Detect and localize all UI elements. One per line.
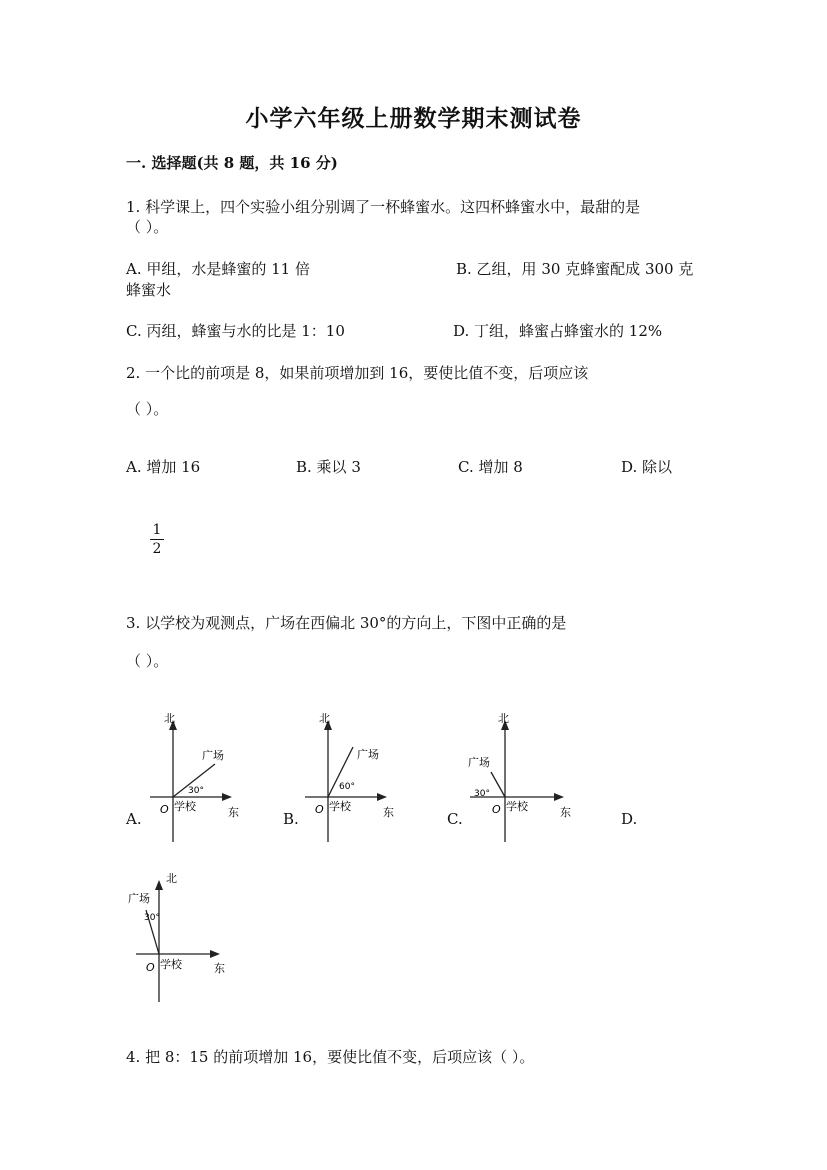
q2-fraction	[150, 522, 164, 557]
square-label: 广场	[468, 756, 490, 769]
q2-blank: （ ）。	[126, 400, 169, 418]
q3-blank: （ ）。	[126, 652, 169, 670]
fraction-numerator: 1	[152, 522, 162, 538]
north-label: 北	[498, 712, 509, 725]
q3-diagram-c	[460, 700, 578, 848]
q2-option-b: B. 乘以 3	[296, 458, 361, 476]
arrowhead-icon	[155, 880, 163, 890]
section-heading: 一. 选择题(共 8 题，共 16 分)	[126, 154, 338, 172]
school-label: 学校	[329, 800, 351, 813]
north-label: 北	[319, 712, 330, 725]
q1-option-b: B. 乙组，用 30 克蜂蜜配成 300 克	[456, 260, 694, 278]
arrowhead-icon	[377, 793, 387, 801]
east-label: 东	[560, 806, 571, 819]
q2-option-a: A. 增加 16	[126, 458, 201, 476]
q1-option-a: A. 甲组，水是蜂蜜的 11 倍	[126, 260, 310, 278]
school-label: 学校	[506, 800, 528, 813]
school-label: 学校	[174, 800, 196, 813]
arrowhead-icon	[222, 793, 232, 801]
q2-option-c: C. 增加 8	[458, 458, 523, 476]
origin-label: O	[160, 803, 169, 816]
q1-option-c: C. 丙组，蜂蜜与水的比是 1：10	[126, 322, 345, 340]
q2-stem: 2. 一个比的前项是 8，如果前项增加到 16，要使比值不变，后项应该	[126, 364, 589, 382]
origin-label: O	[146, 961, 155, 974]
q3-option-b: B.	[283, 810, 299, 828]
q1-blank: （ ）。	[126, 218, 169, 236]
north-label: 北	[166, 872, 177, 885]
page-title: 小学六年级上册数学期末测试卷	[245, 105, 582, 132]
east-label: 东	[214, 962, 225, 975]
fraction-bar	[150, 539, 164, 540]
square-label: 广场	[357, 748, 379, 761]
square-label: 广场	[128, 892, 150, 905]
q2-option-d: D. 除以	[621, 458, 673, 476]
angle-label: 30°	[144, 913, 160, 923]
q4-stem: 4. 把 8：15 的前项增加 16，要使比值不变，后项应该（ ）。	[126, 1048, 535, 1066]
fraction-denominator: 2	[152, 541, 162, 557]
q3-diagram-b	[295, 700, 405, 848]
north-label: 北	[164, 712, 175, 725]
east-label: 东	[228, 806, 239, 819]
school-label: 学校	[160, 958, 182, 971]
q3-diagram-d	[126, 866, 236, 1008]
direction-ray	[491, 772, 505, 797]
origin-label: O	[492, 803, 501, 816]
q3-option-c: C.	[447, 810, 463, 828]
angle-label: 30°	[188, 786, 204, 796]
q3-stem: 3. 以学校为观测点，广场在西偏北 30°的方向上，下图中正确的是	[126, 614, 567, 632]
origin-label: O	[315, 803, 324, 816]
q1-option-d: D. 丁组，蜂蜜占蜂蜜水的 12%	[453, 322, 663, 340]
q1-stem: 1. 科学课上，四个实验小组分别调了一杯蜂蜜水。这四杯蜂蜜水中，最甜的是	[126, 198, 641, 216]
angle-label: 30°	[474, 789, 490, 799]
arrowhead-icon	[554, 793, 564, 801]
arrowhead-icon	[210, 950, 220, 958]
q3-diagram-a	[140, 700, 250, 848]
east-label: 东	[383, 806, 394, 819]
q3-option-a: A.	[126, 810, 142, 828]
angle-label: 60°	[339, 782, 355, 792]
square-label: 广场	[202, 749, 224, 762]
q3-option-d: D.	[621, 810, 638, 828]
q1-option-b-cont: 蜂蜜水	[126, 281, 172, 299]
